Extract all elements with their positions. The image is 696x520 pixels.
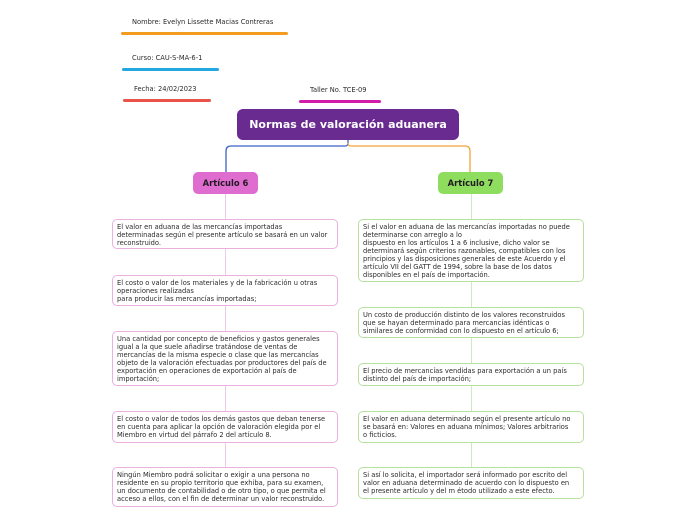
articulo-6-item-4[interactable]	[112, 411, 338, 443]
articulo-6-item-5-text: Ningún Miembro podrá solicitar o exigir a una persona no residente en su propio territorio que exhiba, para su examen, un documento de contabilidad o de otro tipo, o que permita el acceso a ellos, con el fin de determinar un valor reconstruido.	[117, 471, 326, 503]
articulo-6-item-2-text: El costo o valor de los materiales y de la fabricación u otras operaciones realizadas para producir las mercancías importadas;	[117, 279, 318, 303]
articulo-7-item-2[interactable]	[358, 307, 584, 338]
articulo-6-item-1[interactable]	[112, 219, 338, 249]
branch-articulo-7[interactable]	[438, 172, 503, 194]
fecha-underline	[123, 99, 211, 102]
articulo-7-item-1-text: Si el valor en aduana de las mercancías importadas no puede determinarse con arreglo a lo dispuesto en los artículos 1 a 6 inclusive, dicho valor se determinará según criterios razonables, compatibles con los principios y las disposiciones generales de este Acuerdo y el artículo VII del GATT de 1994, sobre la base de los datos disponibles en el país de importación.	[363, 223, 570, 279]
connector-to-articulo-7	[348, 143, 470, 172]
fecha-label: Fecha: 24/02/2023	[134, 85, 197, 93]
nombre-underline	[121, 32, 288, 35]
taller-underline	[299, 100, 381, 103]
articulo-7-item-2-text: Un costo de producción distinto de los valores reconstruidos que se hayan determinado para mercancías idénticas o similares de conformidad con lo dispuesto en el artículo 6;	[363, 311, 565, 335]
taller-topic[interactable]	[299, 82, 381, 104]
nombre-topic[interactable]	[121, 14, 288, 36]
articulo-6-item-2[interactable]	[112, 275, 338, 306]
branch-articulo-6[interactable]	[193, 172, 258, 194]
branch-articulo-6-label: Artículo 6	[202, 178, 249, 188]
curso-label: Curso: CAU-S-MA-6-1	[132, 54, 203, 62]
nombre-label: Nombre: Evelyn Lissette Macias Contreras	[132, 18, 274, 26]
articulo-7-item-3-text: El precio de mercancías vendidas para exportación a un país distinto del país de importación;	[363, 367, 567, 383]
curso-underline	[122, 68, 219, 71]
central-topic-label: Normas de valoración aduanera	[249, 118, 447, 131]
articulo-7-item-5[interactable]	[358, 467, 584, 499]
articulo-7-item-1[interactable]	[358, 219, 584, 282]
connector-to-articulo-6	[226, 140, 348, 172]
branch-articulo-7-label: Artículo 7	[447, 178, 494, 188]
articulo-6-item-3-text: Una cantidad por concepto de beneficios y gastos generales igual a la que suele añadirse tratándose de ventas de mercancías de la misma especie o clase que las mercancías objeto de la valoración efectuadas por productores del país de exportación en operaciones de exportación al país de importación;	[117, 335, 327, 383]
fecha-topic[interactable]	[123, 81, 211, 103]
taller-label: Taller No. TCE-09	[310, 86, 367, 94]
articulo-6-item-5[interactable]	[112, 467, 338, 507]
articulo-6-item-4-text: El costo o valor de todos los demás gastos que deban tenerse en cuenta para aplicar la opción de valoración elegida por el Miembro en virtud del párrafo 2 del artículo 8.	[117, 415, 326, 439]
articulo-7-item-4-text: El valor en aduana determinado según el presente artículo no se basará en: Valores en aduana mínimos; Valores arbitrarios o ficticios.	[363, 415, 571, 439]
central-topic[interactable]	[237, 109, 459, 140]
curso-topic[interactable]	[122, 50, 219, 72]
articulo-6-item-3[interactable]	[112, 331, 338, 386]
articulo-7-item-3[interactable]	[358, 363, 584, 386]
articulo-7-item-5-text: Si así lo solicita, el importador será informado por escrito del valor en aduana determinado de acuerdo con lo dispuesto en el presente artículo y del m étodo utilizado a este efecto.	[363, 471, 570, 495]
articulo-7-item-4[interactable]	[358, 411, 584, 443]
articulo-6-item-1-text: El valor en aduana de las mercancías importadas determinadas según el presente artículo se basará en un valor reconstruido.	[117, 223, 328, 247]
